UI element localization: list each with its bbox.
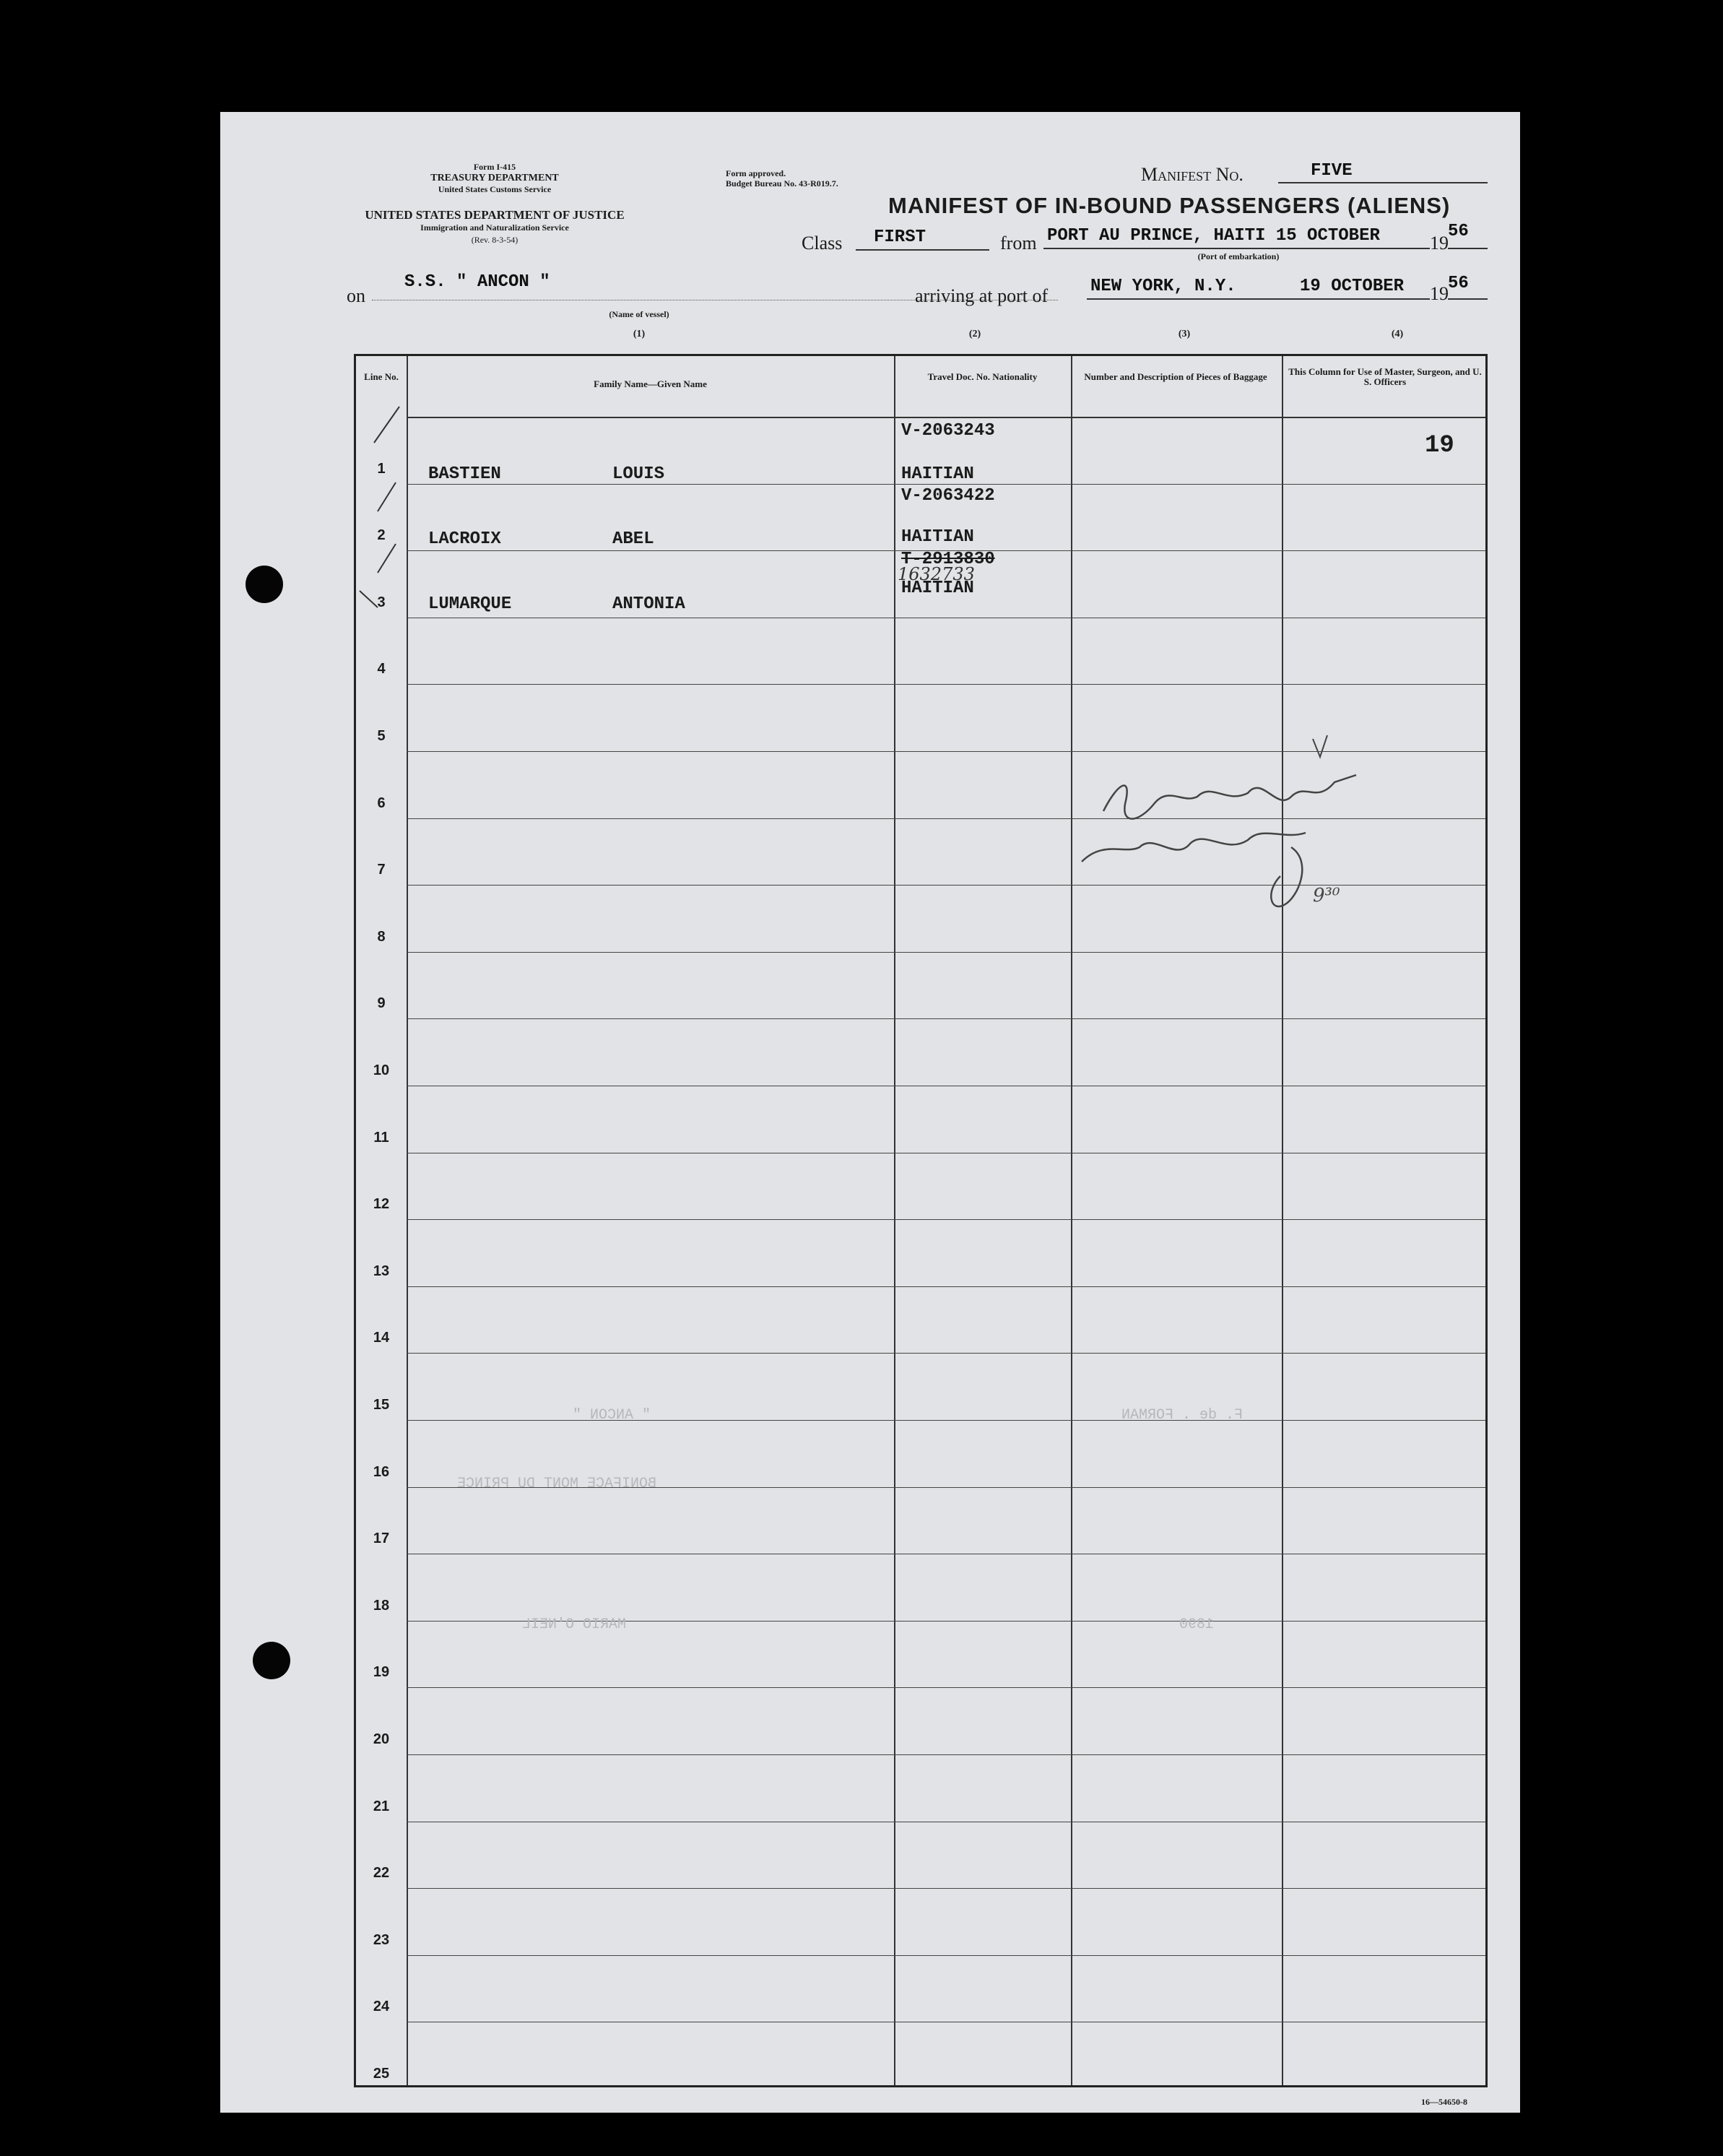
line-number: 23 [373,1931,390,1948]
line-number: 12 [373,1196,390,1213]
arrival-date-value: 19 OCTOBER [1300,277,1405,296]
manifest-no-line [1278,182,1488,183]
table-row [407,1955,1485,1956]
footer-code: 16—54650-8 [1421,2097,1467,2107]
year-2: 56 [1448,274,1469,293]
table-row [407,684,1485,685]
ins-service: Immigration and Naturalization Service [420,222,569,233]
line-number: 19 [373,1664,390,1681]
line-number: 18 [373,1597,390,1614]
table-row [407,1754,1485,1755]
punch-hole-top [246,566,283,603]
table-row [407,1888,1485,1889]
table-row [407,1353,1485,1354]
line-number: 22 [373,1865,390,1882]
justice-dept: UNITED STATES DEPARTMENT OF JUSTICE [365,208,625,222]
on-label: on [347,285,365,306]
arrival-line [1087,298,1430,300]
col-number-4: (4) [1391,329,1404,339]
header-travel-doc: Travel Doc. No. Nationality [927,371,1038,382]
officer-signature [1075,696,1378,941]
year-prefix-2: 19 [1430,283,1449,304]
line-number: 5 [377,728,386,744]
bleed-through-3: BONIFACE MONT DU PRINCE [457,1476,657,1492]
arriving-label: arriving at port of [915,285,1049,306]
line-number: 14 [373,1330,390,1346]
treasury-dept: TREASURY DEPARTMENT [430,173,559,183]
line-number: 17 [373,1531,390,1547]
line-number: 25 [373,2066,390,2082]
embarkation-line [1043,248,1430,249]
bleed-through-4: MARIO O'NEIL [522,1616,627,1633]
line-number: 15 [373,1397,390,1413]
passenger-1-given: LOUIS [612,464,665,484]
passenger-1-doc: V-2063243 [901,421,995,441]
table-row [407,1018,1485,1019]
passenger-3-nationality: HAITIAN [901,579,974,598]
table-row [407,1420,1485,1421]
embarkation-value: PORT AU PRINCE, HAITI 15 OCTOBER [1047,226,1380,246]
passenger-3-family: LUMARQUE [428,594,512,614]
line-number: 11 [373,1129,389,1146]
manifest-page [220,112,1520,2113]
col-divider-2 [894,356,895,2085]
line-number: 9 [377,995,386,1012]
punch-hole-bottom [253,1642,290,1679]
col-number-1: (1) [633,329,646,339]
officer-note-row-1: 19 [1425,432,1454,459]
arrival-port-value: NEW YORK, N.Y. [1090,277,1236,296]
class-label: Class [802,233,843,254]
passenger-2-family: LACROIX [428,529,501,549]
line-number: 8 [377,928,386,945]
line-number: 2 [377,527,386,544]
table-row [407,952,1485,953]
col-divider-3 [1071,356,1072,2085]
table-row [407,1219,1485,1220]
passenger-3-doc-correction: 1632733 [898,564,975,584]
vessel-caption: (Name of vessel) [609,309,669,319]
header-officers: This Column for Use of Master, Surgeon, and U. S. Officers [1288,366,1482,387]
header-name: Family Name—Given Name [594,378,707,389]
bleed-through-5: 1890 [1179,1616,1215,1633]
passenger-table [354,354,1488,2087]
year-prefix-1: 19 [1430,233,1449,254]
year-2-line [1448,298,1488,300]
line-number: 6 [377,795,386,811]
vessel-value: S.S. " ANCON " [404,272,550,292]
passenger-2-given: ABEL [612,529,654,549]
manifest-title: MANIFEST OF IN-BOUND PASSENGERS (ALIENS) [888,193,1451,218]
line-number: 21 [373,1798,390,1814]
header-baggage: Number and Description of Pieces of Baggage [1084,371,1267,382]
line-number: 24 [373,1999,390,2015]
year-1-line [1448,248,1488,249]
passenger-2-nationality: HAITIAN [901,527,974,547]
col-divider-4 [1282,356,1283,2085]
svg-text:9³⁰: 9³⁰ [1313,885,1340,906]
class-value: FIRST [874,228,926,247]
passenger-1-family: BASTIEN [428,464,501,484]
col-number-2: (2) [968,329,981,339]
passenger-1-nationality: HAITIAN [901,464,974,484]
table-row [407,1687,1485,1688]
embarkation-caption: (Port of embarkation) [1197,251,1280,261]
bleed-through-2: F. de . FORMAN [1121,1407,1244,1424]
manifest-no-value: FIVE [1311,161,1353,181]
header-line-no: Line No. [364,371,399,382]
line-number: 16 [373,1463,390,1480]
bleed-through-1: " ANCON " [573,1407,651,1424]
year-1: 56 [1448,222,1469,241]
line-number: 3 [377,594,386,610]
line-number: 13 [373,1263,390,1279]
line-number: 1 [377,460,386,477]
from-label: from [1000,233,1037,254]
class-line [856,249,989,251]
revision: (Rev. 8-3-54) [471,235,518,245]
table-row [407,1286,1485,1287]
passenger-3-doc: T-2913830 [901,550,995,569]
customs-service: United States Customs Service [438,184,552,194]
check-marks [356,356,443,659]
passenger-3-given: ANTONIA [612,594,685,614]
passenger-2-doc: V-2063422 [901,486,995,506]
header-rule [407,417,1485,418]
line-number: 20 [373,1731,390,1747]
line-number: 10 [373,1062,390,1078]
line-number: 4 [377,661,386,677]
form-approved: Form approved. [726,168,786,178]
form-number: Form I-415 [473,162,516,172]
budget-bureau: Budget Bureau No. 43-R019.7. [726,178,838,189]
line-number: 7 [377,862,386,878]
manifest-no-label: Manifest No. [1141,164,1244,185]
col-number-3: (3) [1178,329,1191,339]
